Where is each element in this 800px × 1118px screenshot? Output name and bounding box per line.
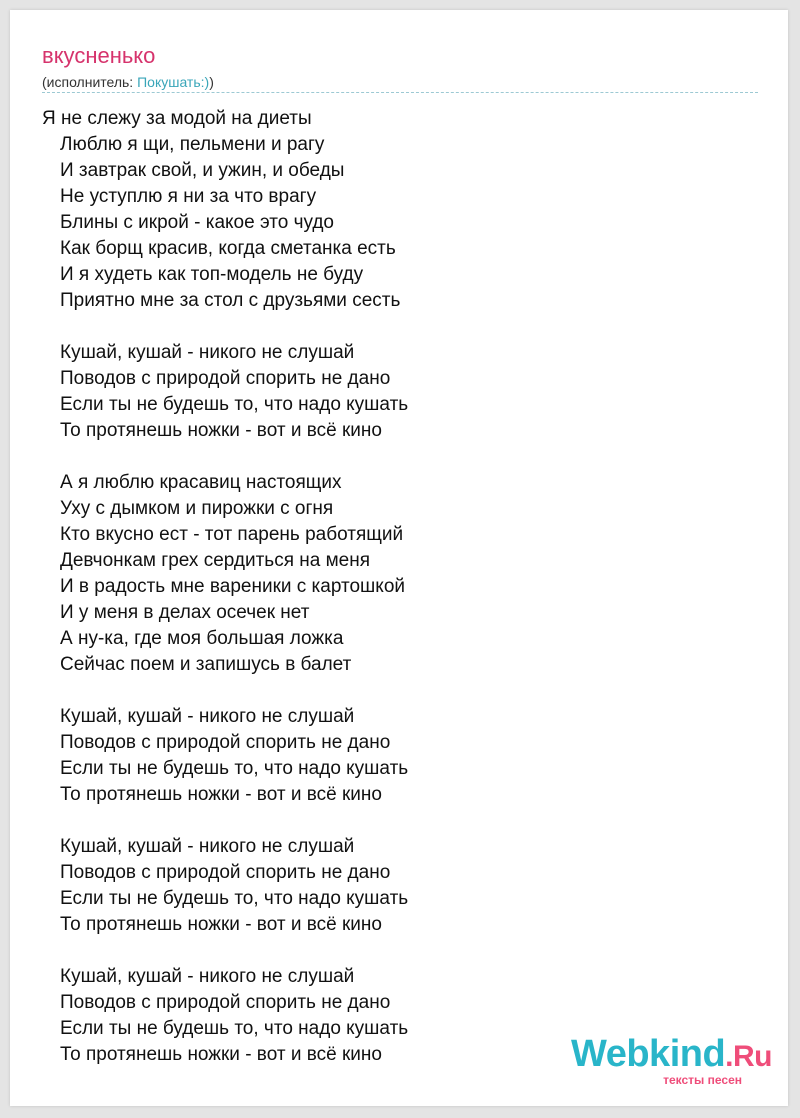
lyric-line: То протянешь ножки - вот и всё кино [60, 420, 382, 441]
lyric-line: И я худеть как топ-модель не буду [60, 264, 364, 285]
lyric-line: Сейчас поем и запишусь в балет [60, 654, 352, 675]
lyric-line: Приятно мне за стол с друзьями сесть [60, 290, 401, 311]
lyric-line: Поводов с природой спорить не дано [60, 862, 391, 883]
lyric-line: Уху с дымком и пирожки с огня [60, 498, 334, 519]
stanza-gap [42, 314, 408, 340]
lyric-line: То протянешь ножки - вот и всё кино [60, 784, 382, 805]
lyric-line: И завтрак свой, и ужин, и обеды [60, 160, 345, 181]
site-logo[interactable] [571, 1034, 772, 1086]
lyric-line: Если ты не будешь то, что надо кушать [60, 888, 409, 909]
lyric-line: Кушай, кушай - никого не слушай [60, 706, 355, 727]
lyric-line: Если ты не будешь то, что надо кушать [60, 758, 409, 779]
lyric-line: А ну-ка, где моя большая ложка [60, 628, 344, 649]
performer-link[interactable]: Покушать:) [137, 74, 210, 90]
lyric-line: То протянешь ножки - вот и всё кино [60, 1044, 382, 1065]
lyric-line: Если ты не будешь то, что надо кушать [60, 1018, 409, 1039]
stanza-gap [42, 808, 408, 834]
lyric-line: Не уступлю я ни за что врагу [60, 186, 317, 207]
performer-line [42, 73, 214, 91]
lyric-line: Блины с икрой - какое это чудо [60, 212, 334, 233]
lyric-line: Люблю я щи, пельмени и рагу [60, 134, 325, 155]
lyric-line: Кушай, кушай - никого не слушай [60, 966, 355, 987]
lyric-line: Кто вкусно ест - тот парень работящий [60, 524, 404, 545]
lyric-line: Если ты не будешь то, что надо кушать [60, 394, 409, 415]
stanza-gap [42, 938, 408, 964]
lyric-line: И в радость мне вареники с картошкой [60, 576, 405, 597]
logo-tld: .Ru [725, 1040, 772, 1073]
lyric-line: Поводов с природой спорить не дано [60, 368, 391, 389]
lyric-line: То протянешь ножки - вот и всё кино [60, 914, 382, 935]
lyric-line: Поводов с природой спорить не дано [60, 992, 391, 1013]
stanza-gap [42, 444, 408, 470]
logo-main-text: Webkind [571, 1033, 726, 1075]
performer-prefix: (исполнитель: [42, 74, 138, 90]
performer-suffix: ) [209, 74, 214, 90]
lyrics-body [42, 106, 408, 1068]
lyric-line: И у меня в делах осечек нет [60, 602, 310, 623]
song-title: вкусненько [42, 43, 156, 68]
lyric-line: А я люблю красавиц настоящих [60, 472, 342, 493]
lyric-line: Поводов с природой спорить не дано [60, 732, 391, 753]
title-divider [42, 92, 758, 93]
logo-tagline: тексты песен [663, 1073, 742, 1087]
lyrics-page [10, 10, 788, 1106]
lyric-line: Кушай, кушай - никого не слушай [60, 836, 355, 857]
lyric-line: Я не слежу за модой на диеты [42, 108, 312, 129]
lyric-line: Кушай, кушай - никого не слушай [60, 342, 355, 363]
lyric-line: Как борщ красив, когда сметанка есть [60, 238, 396, 259]
lyric-line: Девчонкам грех сердиться на меня [60, 550, 371, 571]
stanza-gap [42, 678, 408, 704]
